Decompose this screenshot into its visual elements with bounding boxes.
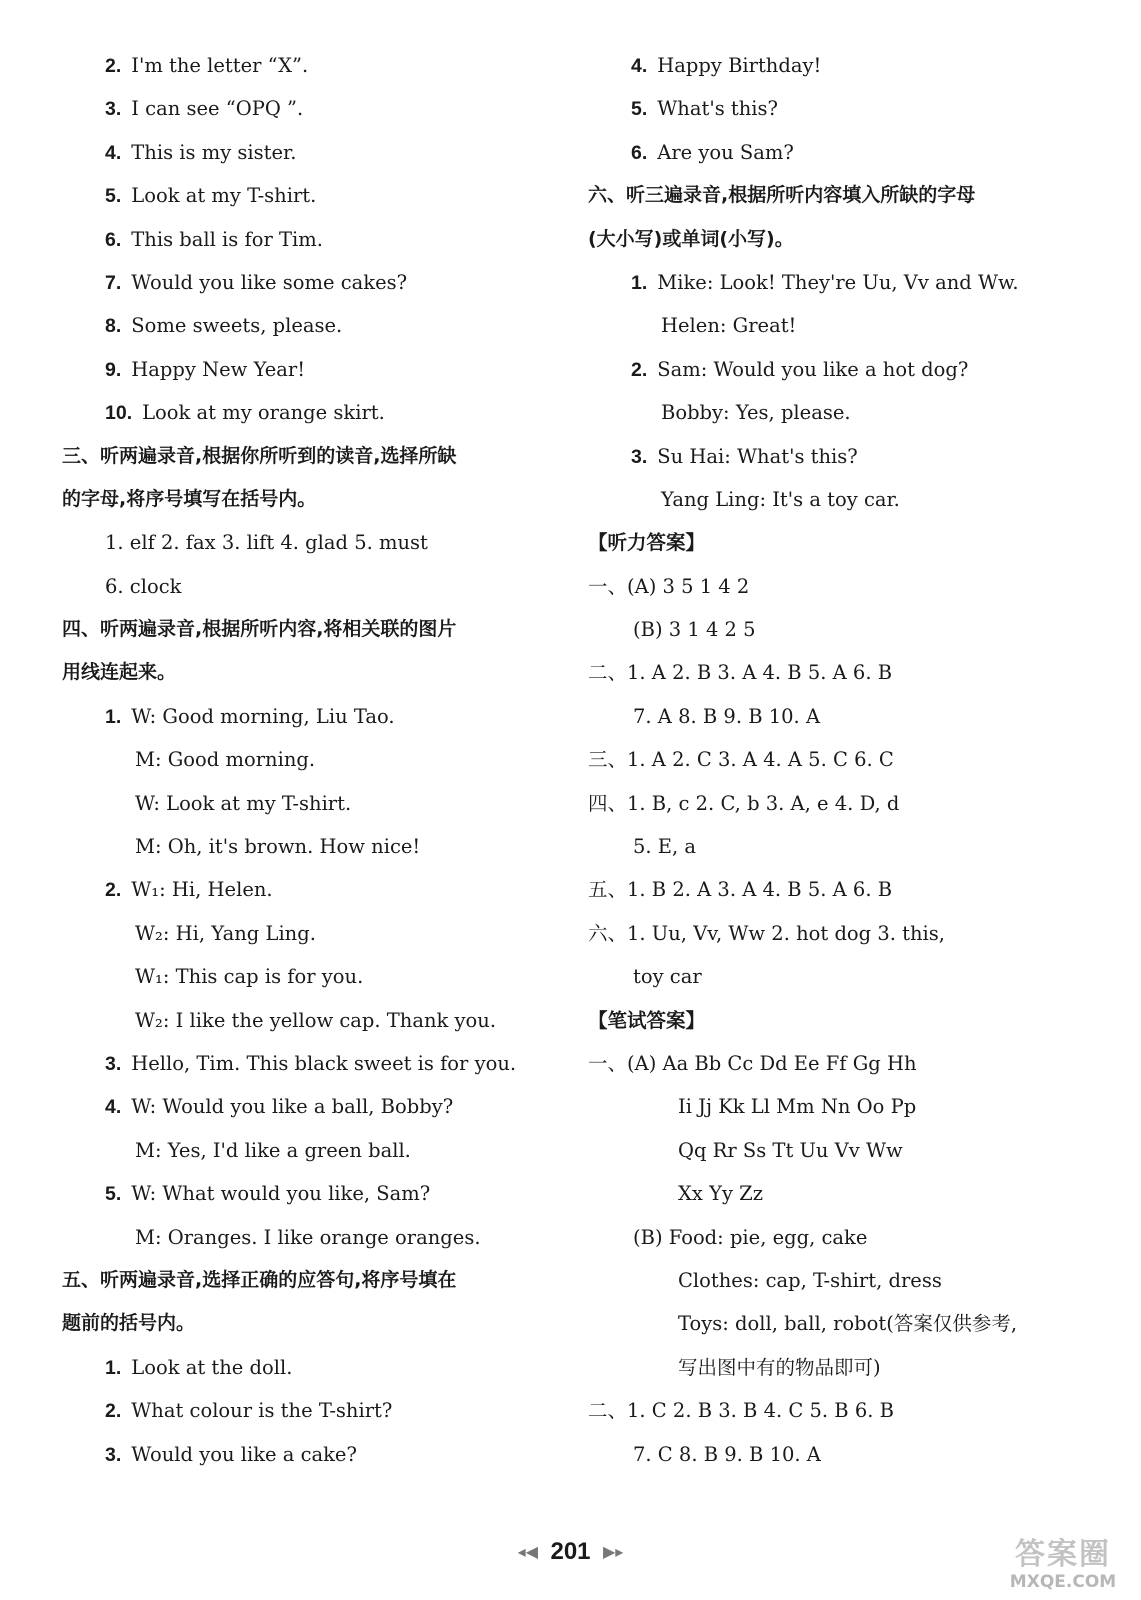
content-line — [588, 825, 1108, 868]
line-text: W: Good morning, Liu Tao. — [131, 704, 395, 728]
line-text: 六、听三遍录音,根据所听内容填入所缺的字母 — [588, 184, 976, 207]
content-line — [62, 391, 562, 434]
line-text: Yang Ling: It's a toy car. — [661, 487, 900, 511]
content-line — [62, 1346, 562, 1389]
line-text: W₁: Hi, Helen. — [131, 878, 273, 902]
content-line — [62, 782, 562, 825]
item-number: 5. — [105, 185, 122, 208]
content-line — [588, 1389, 1108, 1432]
line-text: Happy New Year! — [131, 357, 306, 381]
item-number: 4. — [105, 141, 122, 164]
left-column — [62, 44, 562, 1476]
line-text: 题前的括号内。 — [62, 1312, 196, 1335]
line-text: M: Yes, I'd like a green ball. — [135, 1138, 411, 1162]
item-number: 10. — [105, 402, 133, 425]
content-line — [588, 1042, 1108, 1085]
content-line — [588, 1172, 1108, 1215]
line-text: 的字母,将序号填写在括号内。 — [62, 487, 317, 510]
content-line — [588, 1302, 1108, 1345]
content-line — [588, 1085, 1108, 1128]
item-number: 2. — [105, 55, 122, 77]
content-line — [588, 912, 1108, 955]
line-text: 7. A 8. B 9. B 10. A — [633, 704, 821, 728]
line-text: 1. elf 2. fax 3. lift 4. glad 5. must — [105, 531, 428, 555]
section-heading — [62, 608, 562, 651]
line-text: Some sweets, please. — [131, 314, 343, 338]
line-text: 【听力答案】 — [588, 531, 706, 555]
line-text: 二、1. C 2. B 3. B 4. C 5. B 6. B — [588, 1399, 894, 1423]
line-text: 用线连起来。 — [62, 661, 177, 684]
section-heading — [62, 478, 562, 521]
line-text: What's this? — [657, 97, 778, 121]
line-text: M: Oranges. I like orange oranges. — [135, 1225, 481, 1249]
line-text: 四、1. B, c 2. C, b 3. A, e 4. D, d — [588, 791, 900, 815]
line-text: W: Look at my T-shirt. — [135, 791, 352, 815]
content-line — [588, 1433, 1108, 1476]
section-heading — [588, 174, 1108, 217]
content-line — [62, 1129, 562, 1172]
content-line — [588, 1216, 1108, 1259]
item-number: 7. — [105, 271, 122, 294]
content-line — [62, 825, 562, 868]
item-number: 3. — [105, 98, 122, 121]
line-text: W: Would you like a ball, Bobby? — [131, 1095, 454, 1119]
content-line — [62, 218, 562, 261]
line-text: I'm the letter “X”. — [131, 54, 309, 77]
line-text: Qq Rr Ss Tt Uu Vv Ww — [678, 1138, 903, 1162]
item-number: 5. — [631, 98, 648, 121]
line-text: Hello, Tim. This black sweet is for you. — [131, 1051, 517, 1075]
page-number: 201 — [550, 1538, 591, 1565]
content-line — [62, 87, 562, 130]
section-heading — [62, 435, 562, 478]
line-text: Sam: Would you like a hot dog? — [657, 357, 969, 381]
line-text: Su Hai: What's this? — [657, 444, 858, 468]
content-line — [588, 1346, 1108, 1389]
content-line — [62, 695, 562, 738]
section-heading — [588, 218, 1108, 261]
content-line — [62, 131, 562, 174]
line-text: 三、听两遍录音,根据你所听到的读音,选择所缺 — [62, 444, 457, 467]
item-number: 6. — [105, 228, 122, 251]
item-number: 4. — [631, 55, 648, 77]
line-text: Xx Yy Zz — [678, 1182, 763, 1206]
content-line — [588, 391, 1108, 434]
content-line — [62, 174, 562, 217]
line-text: (B) Food: pie, egg, cake — [633, 1225, 868, 1249]
line-text: W₂: Hi, Yang Ling. — [135, 921, 316, 945]
line-text: 二、1. A 2. B 3. A 4. B 5. A 6. B — [588, 661, 893, 685]
item-number: 1. — [631, 271, 648, 294]
line-text: W₂: I like the yellow cap. Thank you. — [135, 1008, 497, 1032]
section-heading — [588, 999, 1108, 1042]
content-line — [588, 261, 1108, 304]
content-line — [62, 44, 562, 87]
line-text: 六、1. Uu, Vv, Ww 2. hot dog 3. this, — [588, 921, 945, 945]
content-line — [588, 304, 1108, 347]
content-line — [588, 782, 1108, 825]
line-text: 三、1. A 2. C 3. A 4. A 5. C 6. C — [588, 748, 894, 772]
line-text: Helen: Great! — [661, 314, 797, 338]
content-line — [588, 651, 1108, 694]
content-line — [62, 521, 562, 564]
content-line — [588, 868, 1108, 911]
content-line — [62, 1389, 562, 1432]
content-line — [588, 1129, 1108, 1172]
item-number: 3. — [105, 1052, 122, 1075]
line-text: Mike: Look! They're Uu, Vv and Ww. — [657, 270, 1019, 294]
content-line — [62, 1042, 562, 1085]
content-line — [62, 738, 562, 781]
line-text: Clothes: cap, T-shirt, dress — [678, 1268, 942, 1292]
item-number: 2. — [105, 879, 122, 902]
content-line — [588, 87, 1108, 130]
watermark-url: MXQE.COM — [1009, 1572, 1117, 1592]
content-line — [588, 695, 1108, 738]
line-text: 写出图中有的物品即可) — [678, 1355, 881, 1379]
line-text: Toys: doll, ball, robot(答案仅供参考, — [678, 1312, 1018, 1336]
line-text: 四、听两遍录音,根据所听内容,将相关联的图片 — [62, 618, 457, 641]
line-text: 五、1. B 2. A 3. A 4. B 5. A 6. B — [588, 878, 893, 902]
content-line — [588, 131, 1108, 174]
content-line — [588, 348, 1108, 391]
content-line — [62, 304, 562, 347]
line-text: M: Good morning. — [135, 748, 316, 772]
content-line — [588, 738, 1108, 781]
item-number: 5. — [105, 1183, 122, 1206]
line-text: 五、听两遍录音,选择正确的应答句,将序号填在 — [62, 1268, 457, 1291]
line-text: This ball is for Tim. — [131, 227, 323, 251]
line-text: toy car — [633, 965, 702, 989]
content-line — [62, 1085, 562, 1128]
line-text: Ii Jj Kk Ll Mm Nn Oo Pp — [678, 1095, 917, 1119]
line-text: Look at the doll. — [131, 1355, 293, 1379]
content-line — [588, 608, 1108, 651]
content-line — [62, 1172, 562, 1215]
content-line — [588, 478, 1108, 521]
watermark-logo — [993, 1538, 1133, 1596]
line-text: 5. E, a — [633, 835, 697, 859]
line-text: This is my sister. — [131, 140, 297, 164]
item-number: 2. — [631, 358, 648, 381]
content-line — [588, 1259, 1108, 1302]
right-column — [588, 44, 1108, 1476]
content-line — [62, 1216, 562, 1259]
content-line — [62, 868, 562, 911]
content-line — [62, 348, 562, 391]
item-number: 6. — [631, 141, 648, 164]
content-line — [588, 565, 1108, 608]
line-text: 7. C 8. B 9. B 10. A — [633, 1442, 821, 1466]
content-line — [62, 1433, 562, 1476]
content-line — [62, 565, 562, 608]
line-text: What colour is the T-shirt? — [131, 1399, 393, 1423]
content-line — [62, 999, 562, 1042]
line-text: W₁: This cap is for you. — [135, 965, 364, 989]
item-number: 4. — [105, 1096, 122, 1119]
content-line — [62, 955, 562, 998]
line-text: Bobby: Yes, please. — [661, 401, 851, 425]
item-number: 2. — [105, 1400, 122, 1423]
section-heading — [62, 1259, 562, 1302]
content-line — [588, 44, 1108, 87]
line-text: M: Oh, it's brown. How nice! — [135, 835, 421, 859]
line-text: 【笔试答案】 — [588, 1008, 706, 1032]
item-number: 8. — [105, 315, 122, 338]
content-line — [588, 435, 1108, 478]
line-text: Look at my T-shirt. — [131, 184, 317, 208]
line-text: I can see “OPQ ”. — [131, 97, 304, 121]
line-text: (B) 3 1 4 2 5 — [633, 618, 756, 642]
line-text: 6. clock — [105, 574, 182, 598]
item-number: 1. — [105, 1356, 122, 1379]
line-text: (大小写)或单词(小写)。 — [588, 227, 794, 250]
line-text: Happy Birthday! — [657, 54, 822, 77]
section-heading — [62, 651, 562, 694]
content-line — [62, 912, 562, 955]
watermark-cn: 答案圈 — [1015, 1537, 1111, 1572]
line-text: 一、(A) 3 5 1 4 2 — [588, 574, 750, 598]
line-text: 一、(A) Aa Bb Cc Dd Ee Ff Gg Hh — [588, 1051, 917, 1075]
line-text: Are you Sam? — [657, 140, 794, 164]
section-heading — [62, 1302, 562, 1345]
item-number: 9. — [105, 358, 122, 381]
prev-page-arrows: ◂◀ — [517, 1544, 539, 1561]
item-number: 3. — [631, 445, 648, 468]
item-number: 3. — [105, 1443, 122, 1466]
line-text: Would you like a cake? — [131, 1442, 357, 1466]
page-footer — [0, 1538, 1141, 1578]
next-page-arrows: ▶▸ — [602, 1544, 624, 1561]
line-text: W: What would you like, Sam? — [131, 1182, 431, 1206]
content-line — [62, 261, 562, 304]
item-number: 1. — [105, 705, 122, 728]
line-text: Look at my orange skirt. — [142, 401, 385, 425]
section-heading — [588, 521, 1108, 564]
content-line — [588, 955, 1108, 998]
line-text: Would you like some cakes? — [131, 270, 408, 294]
